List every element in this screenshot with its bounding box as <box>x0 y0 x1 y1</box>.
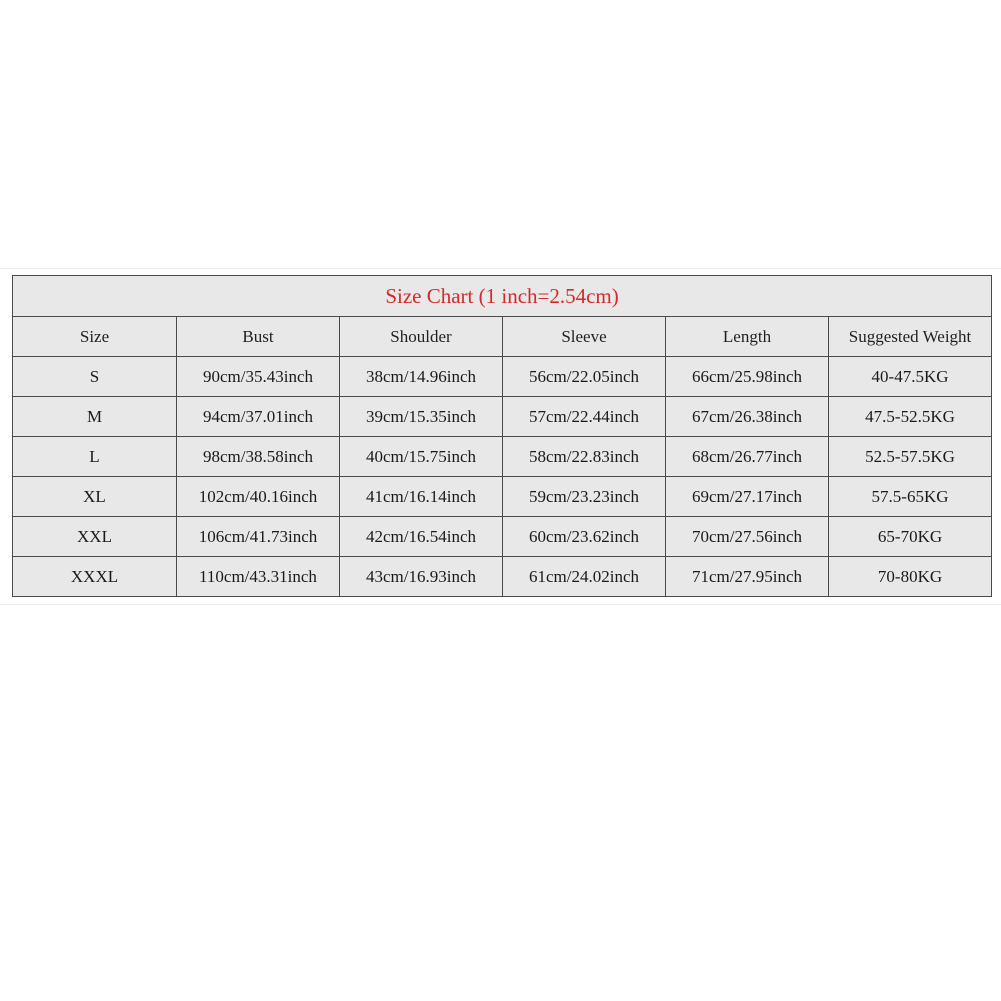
cell-length: 66cm/25.98inch <box>666 357 829 397</box>
cell-weight: 65-70KG <box>829 517 992 557</box>
header-suggested-weight: Suggested Weight <box>829 317 992 357</box>
cell-bust: 90cm/35.43inch <box>177 357 340 397</box>
cell-length: 68cm/26.77inch <box>666 437 829 477</box>
header-bust: Bust <box>177 317 340 357</box>
header-size: Size <box>13 317 177 357</box>
cell-bust: 94cm/37.01inch <box>177 397 340 437</box>
cell-bust: 106cm/41.73inch <box>177 517 340 557</box>
cell-size: XXXL <box>13 557 177 597</box>
table-row <box>13 557 992 597</box>
cell-weight: 47.5-52.5KG <box>829 397 992 437</box>
cell-size: XL <box>13 477 177 517</box>
cell-shoulder: 38cm/14.96inch <box>340 357 503 397</box>
cell-size: L <box>13 437 177 477</box>
cell-length: 70cm/27.56inch <box>666 517 829 557</box>
cell-shoulder: 42cm/16.54inch <box>340 517 503 557</box>
cell-sleeve: 57cm/22.44inch <box>503 397 666 437</box>
grid-line-top <box>0 268 1001 269</box>
cell-sleeve: 58cm/22.83inch <box>503 437 666 477</box>
cell-length: 67cm/26.38inch <box>666 397 829 437</box>
cell-sleeve: 59cm/23.23inch <box>503 477 666 517</box>
table-row <box>13 437 992 477</box>
table-row <box>13 477 992 517</box>
cell-sleeve: 60cm/23.62inch <box>503 517 666 557</box>
header-row <box>13 317 992 357</box>
table-row <box>13 397 992 437</box>
cell-bust: 110cm/43.31inch <box>177 557 340 597</box>
cell-shoulder: 39cm/15.35inch <box>340 397 503 437</box>
cell-bust: 102cm/40.16inch <box>177 477 340 517</box>
cell-sleeve: 56cm/22.05inch <box>503 357 666 397</box>
title-row <box>13 276 992 317</box>
cell-shoulder: 41cm/16.14inch <box>340 477 503 517</box>
cell-bust: 98cm/38.58inch <box>177 437 340 477</box>
cell-size: M <box>13 397 177 437</box>
header-shoulder: Shoulder <box>340 317 503 357</box>
cell-sleeve: 61cm/24.02inch <box>503 557 666 597</box>
cell-shoulder: 40cm/15.75inch <box>340 437 503 477</box>
header-length: Length <box>666 317 829 357</box>
table-row <box>13 357 992 397</box>
cell-shoulder: 43cm/16.93inch <box>340 557 503 597</box>
header-sleeve: Sleeve <box>503 317 666 357</box>
table-row <box>13 517 992 557</box>
cell-size: XXL <box>13 517 177 557</box>
cell-weight: 57.5-65KG <box>829 477 992 517</box>
size-chart-table <box>12 275 992 597</box>
cell-length: 71cm/27.95inch <box>666 557 829 597</box>
cell-length: 69cm/27.17inch <box>666 477 829 517</box>
chart-title: Size Chart (1 inch=2.54cm) <box>13 276 992 317</box>
cell-size: S <box>13 357 177 397</box>
grid-line-bottom <box>0 604 1001 605</box>
cell-weight: 40-47.5KG <box>829 357 992 397</box>
cell-weight: 52.5-57.5KG <box>829 437 992 477</box>
cell-weight: 70-80KG <box>829 557 992 597</box>
